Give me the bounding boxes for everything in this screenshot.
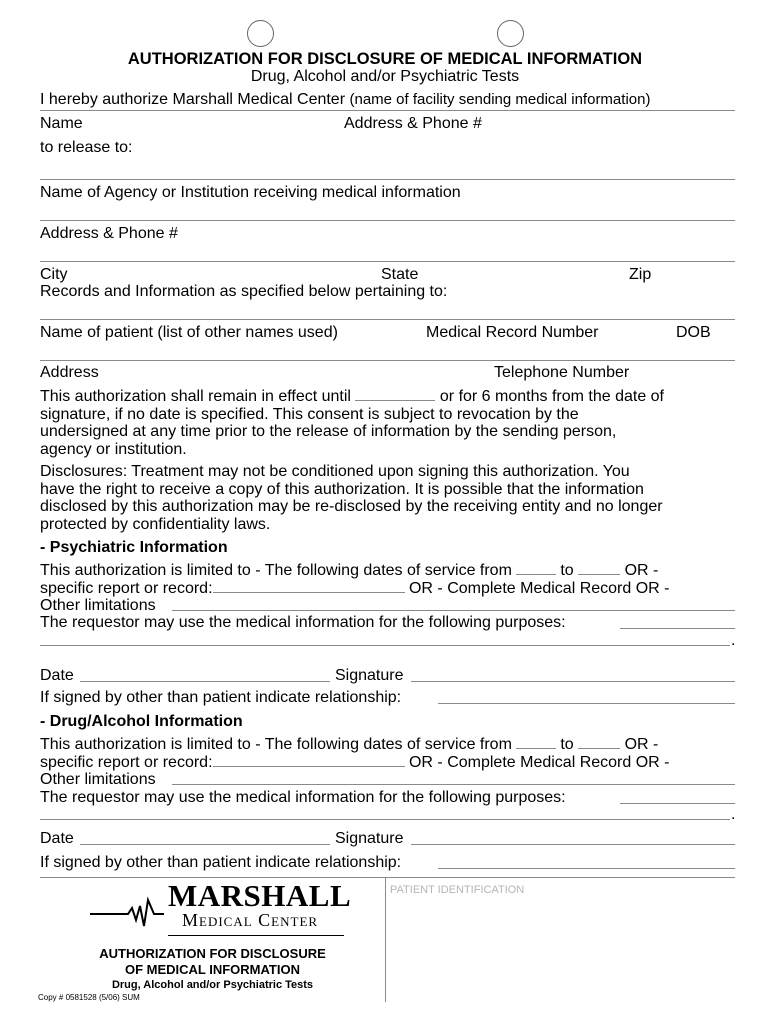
drug-purposes-line[interactable] (620, 803, 735, 804)
drug-or: OR - (624, 736, 659, 753)
psych-period: . (731, 632, 736, 649)
agency-name-line[interactable] (40, 220, 735, 221)
disc-line-2: have the right to receive a copy of this authorization. It is possible that the information (40, 480, 644, 498)
footer-title-1: AUTHORIZATION FOR DISCLOSURE (99, 946, 326, 961)
effect-mid: or for 6 months from the date of (439, 388, 664, 405)
psych-complete: OR - Complete Medical Record OR - (408, 579, 670, 597)
patient-id-label: PATIENT IDENTIFICATION (390, 884, 525, 896)
patient-id-divider (385, 877, 386, 1002)
drug-purposes-label: The requestor may use the medical information for the following purposes: (40, 789, 566, 806)
psych-specific-blank[interactable] (213, 580, 405, 593)
records-line[interactable] (40, 319, 735, 320)
mrn-label: Medical Record Number (426, 324, 599, 341)
patient-address-label: Address (40, 364, 99, 381)
city-label: City (40, 266, 68, 283)
psych-purposes-line[interactable] (620, 628, 735, 629)
footer-title-2: OF MEDICAL INFORMATION (124, 962, 300, 977)
disc-line-3: disclosed by this authorization may be re-disclosed by the receiving entity and no longer (40, 498, 663, 515)
drug-other-label: Other limitations (40, 771, 156, 788)
effect-line-4: agency or institution. (40, 440, 187, 458)
psych-to: to (560, 562, 574, 579)
psych-from-blank[interactable] (516, 562, 556, 575)
psych-purposes-label: The requestor may use the medical information for the following purposes: (40, 614, 566, 631)
drug-period: . (731, 806, 736, 823)
effect-until-blank[interactable] (355, 388, 435, 401)
disclosure-paragraph (40, 463, 740, 533)
psych-purposes-line-2[interactable] (40, 645, 730, 646)
effect-paragraph (40, 388, 740, 458)
psych-signature-label: Signature (335, 667, 404, 684)
copy-number: Copy # 0581528 (5/06) SUM (38, 993, 140, 1002)
psych-or: OR - (624, 562, 659, 579)
psych-heading: - Psychiatric Information (40, 539, 228, 556)
drug-to: to (560, 736, 574, 753)
authorize-row (40, 91, 650, 109)
punch-hole-right (497, 20, 524, 47)
release-line[interactable] (40, 179, 735, 180)
psych-limits (40, 562, 740, 597)
logo-sub-text: Medical Center (182, 910, 319, 930)
effect-start: This authorization shall remain in effect until (40, 388, 351, 405)
punch-hole-left (247, 20, 274, 47)
psych-specific: specific report or record: (40, 579, 213, 597)
psych-other-line[interactable] (172, 610, 735, 611)
patient-name-label: Name of patient (list of other names used) (40, 324, 338, 341)
psych-signature-line[interactable] (411, 681, 735, 682)
effect-line-3: undersigned at any time prior to the release of information by the sending person, (40, 423, 617, 440)
drug-other-line[interactable] (172, 784, 735, 785)
drug-date-label: Date (40, 830, 74, 847)
authorize-prefix: I hereby authorize Marshall Medical Center (40, 91, 346, 108)
release-to-label: to release to: (40, 139, 133, 156)
drug-limited-text: This authorization is limited to - The following dates of service from (40, 736, 512, 753)
drug-signature-label: Signature (335, 830, 404, 847)
patient-line[interactable] (40, 360, 735, 361)
logo-main-text: MARSHALL (168, 878, 352, 913)
drug-complete: OR - Complete Medical Record OR - (408, 753, 670, 771)
authorize-note: (name of facility sending medical information) (349, 91, 651, 108)
form-title: AUTHORIZATION FOR DISCLOSURE OF MEDICAL INFORMATION (127, 50, 643, 68)
name-label: Name (40, 115, 83, 132)
logo-underline (168, 935, 344, 936)
drug-specific-blank[interactable] (213, 754, 405, 767)
dob-label: DOB (676, 324, 711, 341)
agency-address-line[interactable] (40, 261, 735, 262)
zip-label: Zip (629, 266, 652, 283)
psych-limited-text: This authorization is limited to - The following dates of service from (40, 562, 512, 579)
form-subtitle: Drug, Alcohol and/or Psychiatric Tests (250, 68, 520, 85)
authorize-line (40, 110, 735, 111)
psych-to-blank[interactable] (578, 562, 620, 575)
psych-other-label: Other limitations (40, 597, 156, 614)
drug-from-blank[interactable] (516, 736, 556, 749)
drug-limits (40, 736, 740, 771)
psych-relationship-line[interactable] (438, 703, 735, 704)
effect-line-2: signature, if no date is specified. This consent is subject to revocation by the (40, 405, 579, 423)
drug-specific: specific report or record: (40, 753, 213, 771)
drug-relationship-label: If signed by other than patient indicate relationship: (40, 854, 402, 871)
agency-name-label: Name of Agency or Institution receiving medical information (40, 184, 461, 201)
drug-to-blank[interactable] (578, 736, 620, 749)
psych-date-label: Date (40, 667, 74, 684)
drug-date-line[interactable] (80, 844, 330, 845)
marshall-logo (88, 878, 350, 940)
telephone-label: Telephone Number (494, 364, 630, 381)
state-label: State (381, 266, 419, 283)
drug-signature-line[interactable] (411, 844, 735, 845)
footer-subtitle: Drug, Alcohol and/or Psychiatric Tests (111, 979, 314, 991)
disc-line-4: protected by confidentiality laws. (40, 515, 271, 533)
psych-relationship-label: If signed by other than patient indicate relationship: (40, 689, 402, 706)
agency-address-label: Address & Phone # (40, 225, 178, 242)
drug-heading: - Drug/Alcohol Information (40, 713, 243, 730)
drug-purposes-line-2[interactable] (40, 819, 730, 820)
disc-line-1: Disclosures: Treatment may not be conditioned upon signing this authorization. You (40, 463, 630, 480)
drug-relationship-line[interactable] (438, 868, 735, 869)
records-label: Records and Information as specified below pertaining to: (40, 283, 448, 300)
address-phone-label: Address & Phone # (344, 115, 482, 132)
psych-date-line[interactable] (80, 681, 330, 682)
